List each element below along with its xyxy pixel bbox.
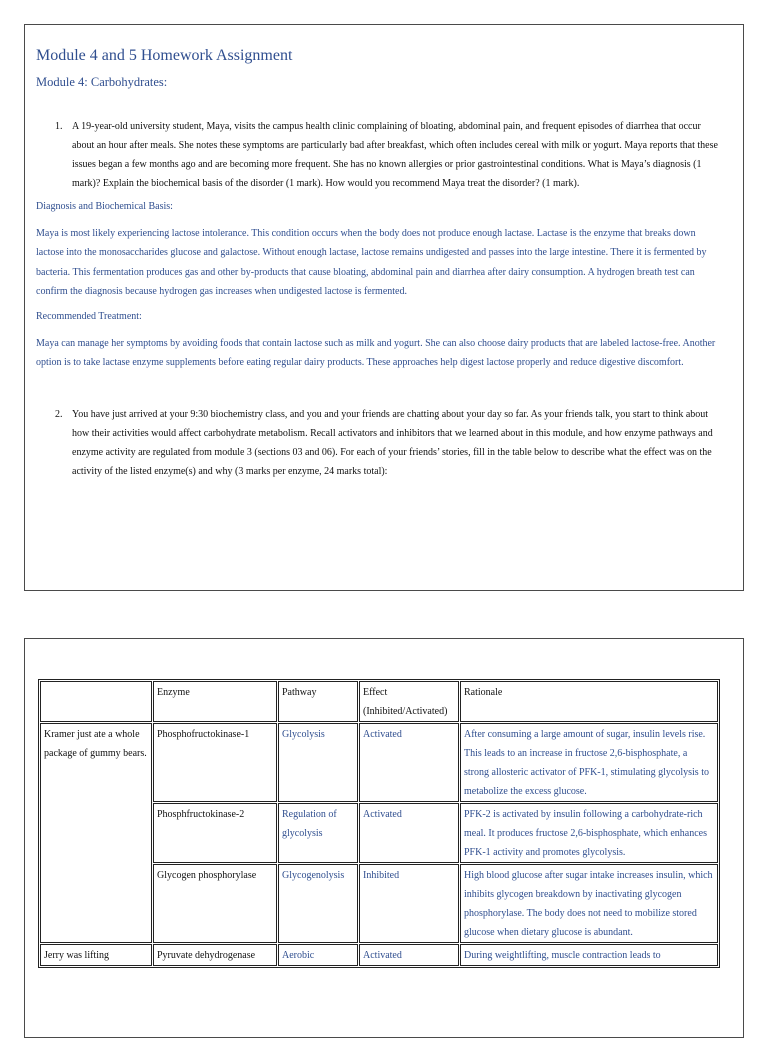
effect-cell: Activated [359,803,459,863]
treatment-paragraph: Maya can manage her symptoms by avoiding foods that contain lactose such as milk and yogurt. She can also choose dairy products that are labeled lactose-free. Another option is to take lactase enzyme supplements before eating regular dairy products. These approaches help digest lactose properly and reduce digestive discomfort. [36,338,716,369]
question-1-number: 1. [55,121,63,132]
scenario-cell: Jerry was lifting [40,944,152,966]
effect-cell: Activated [359,723,459,802]
module-subtitle: Module 4: Carbohydrates: [36,75,168,89]
header-cell-enzyme: Enzyme [153,681,277,722]
document-page-1 [24,24,744,591]
document-page-2 [24,638,744,1038]
treatment-heading: Recommended Treatment: [36,311,142,323]
rationale-cell: PFK-2 is activated by insulin following a carbohydrate-rich meal. It produces fructose 2,6-bisphosphate, which enhances PFK-1 activity and promotes glycolysis. [460,803,718,863]
scenario-cell: Kramer just ate a whole package of gummy bears. [40,723,152,943]
table-row [40,723,718,802]
header-cell-rationale: Rationale [460,681,718,722]
pathway-cell: Aerobic [278,944,358,966]
rationale-cell: High blood glucose after sugar intake increases insulin, which inhibits glycogen breakdown by inactivating glycogen phosphorylase. The body does not need to mobilize stored glucose when dietary glucose is abundant. [460,864,718,943]
question-1 [55,117,727,193]
assignment-title: Module 4 and 5 Homework Assignment [36,47,293,64]
enzyme-table [38,679,720,968]
diagnosis-heading: Diagnosis and Biochemical Basis: [36,201,173,212]
question-2 [55,405,727,481]
pathway-cell: Glycolysis [278,723,358,802]
effect-cell: Inhibited [359,864,459,943]
rationale-cell: During weightlifting, muscle contraction leads to [460,944,718,966]
rationale-cell: After consuming a large amount of sugar, insulin levels rise. This leads to an increase in fructose 2,6-bisphosphate, a strong allosteric activator of PFK-1, stimulating glycolysis to metabolize the excess glucose. [460,723,718,802]
question-2-text: You have just arrived at your 9:30 biochemistry class, and you and your friends are chatting about your day so far. As your friends talk, you start to think about how their activities would affect carbohydrate metabolism. Recall activators and inhibitors that we learned about in this module, and how enzyme pathways and enzyme activity are regulated from module 3 (sections 03 and 06). For each of your friends’ stories, fill in the table below to describe what the effect was on the activity of the listed enzyme(s) and why (3 marks per enzyme, 24 marks total): [72,408,713,477]
pathway-cell: Regulation of glycolysis [278,803,358,863]
diagnosis-paragraph: Maya is most likely experiencing lactose intolerance. This condition occurs when the body does not produce enough lactase. Lactase is the enzyme that breaks down lactose into the monosaccharides glucose and galactose. Without enough lactase, lactose remains undigested and passes into the large intestine. There it is fermented by bacteria. This fermentation produces gas and other by-products that cause bloating, abdominal pain and diarrhea after dairy consumption. A hydrogen breath test can confirm the diagnosis because hydrogen gas increases when undigested lactose is fermented. [36,228,707,297]
table-header-row [40,681,718,722]
enzyme-cell: Pyruvate dehydrogenase [153,944,277,966]
effect-cell: Activated [359,944,459,966]
table-row [40,944,718,966]
header-cell-pathway: Pathway [278,681,358,722]
enzyme-cell: Phosphofructokinase-1 [153,723,277,802]
question-2-number: 2. [55,408,63,420]
question-1-text: A 19-year-old university student, Maya, visits the campus health clinic complaining of bloating, abdominal pain, and frequent episodes of diarrhea that occur about an hour after meals. She notes these symptoms are particularly bad after breakfast, which often includes cereal with milk or yogurt. Maya reports that these issues began a few months ago and are becoming more frequent. She has no known allergies or prior gastrointestinal conditions. What is Maya’s diagnosis (1 mark)? Explain the biochemical basis of the disorder (1 mark). How would you recommend Maya treat the disorder? (1 mark). [72,121,718,189]
header-cell-blank [40,681,152,722]
enzyme-cell: Phosphfructokinase-2 [153,803,277,863]
pathway-cell: Glycogenolysis [278,864,358,943]
header-cell-effect: Effect (Inhibited/Activated) [359,681,459,722]
enzyme-cell: Glycogen phosphorylase [153,864,277,943]
